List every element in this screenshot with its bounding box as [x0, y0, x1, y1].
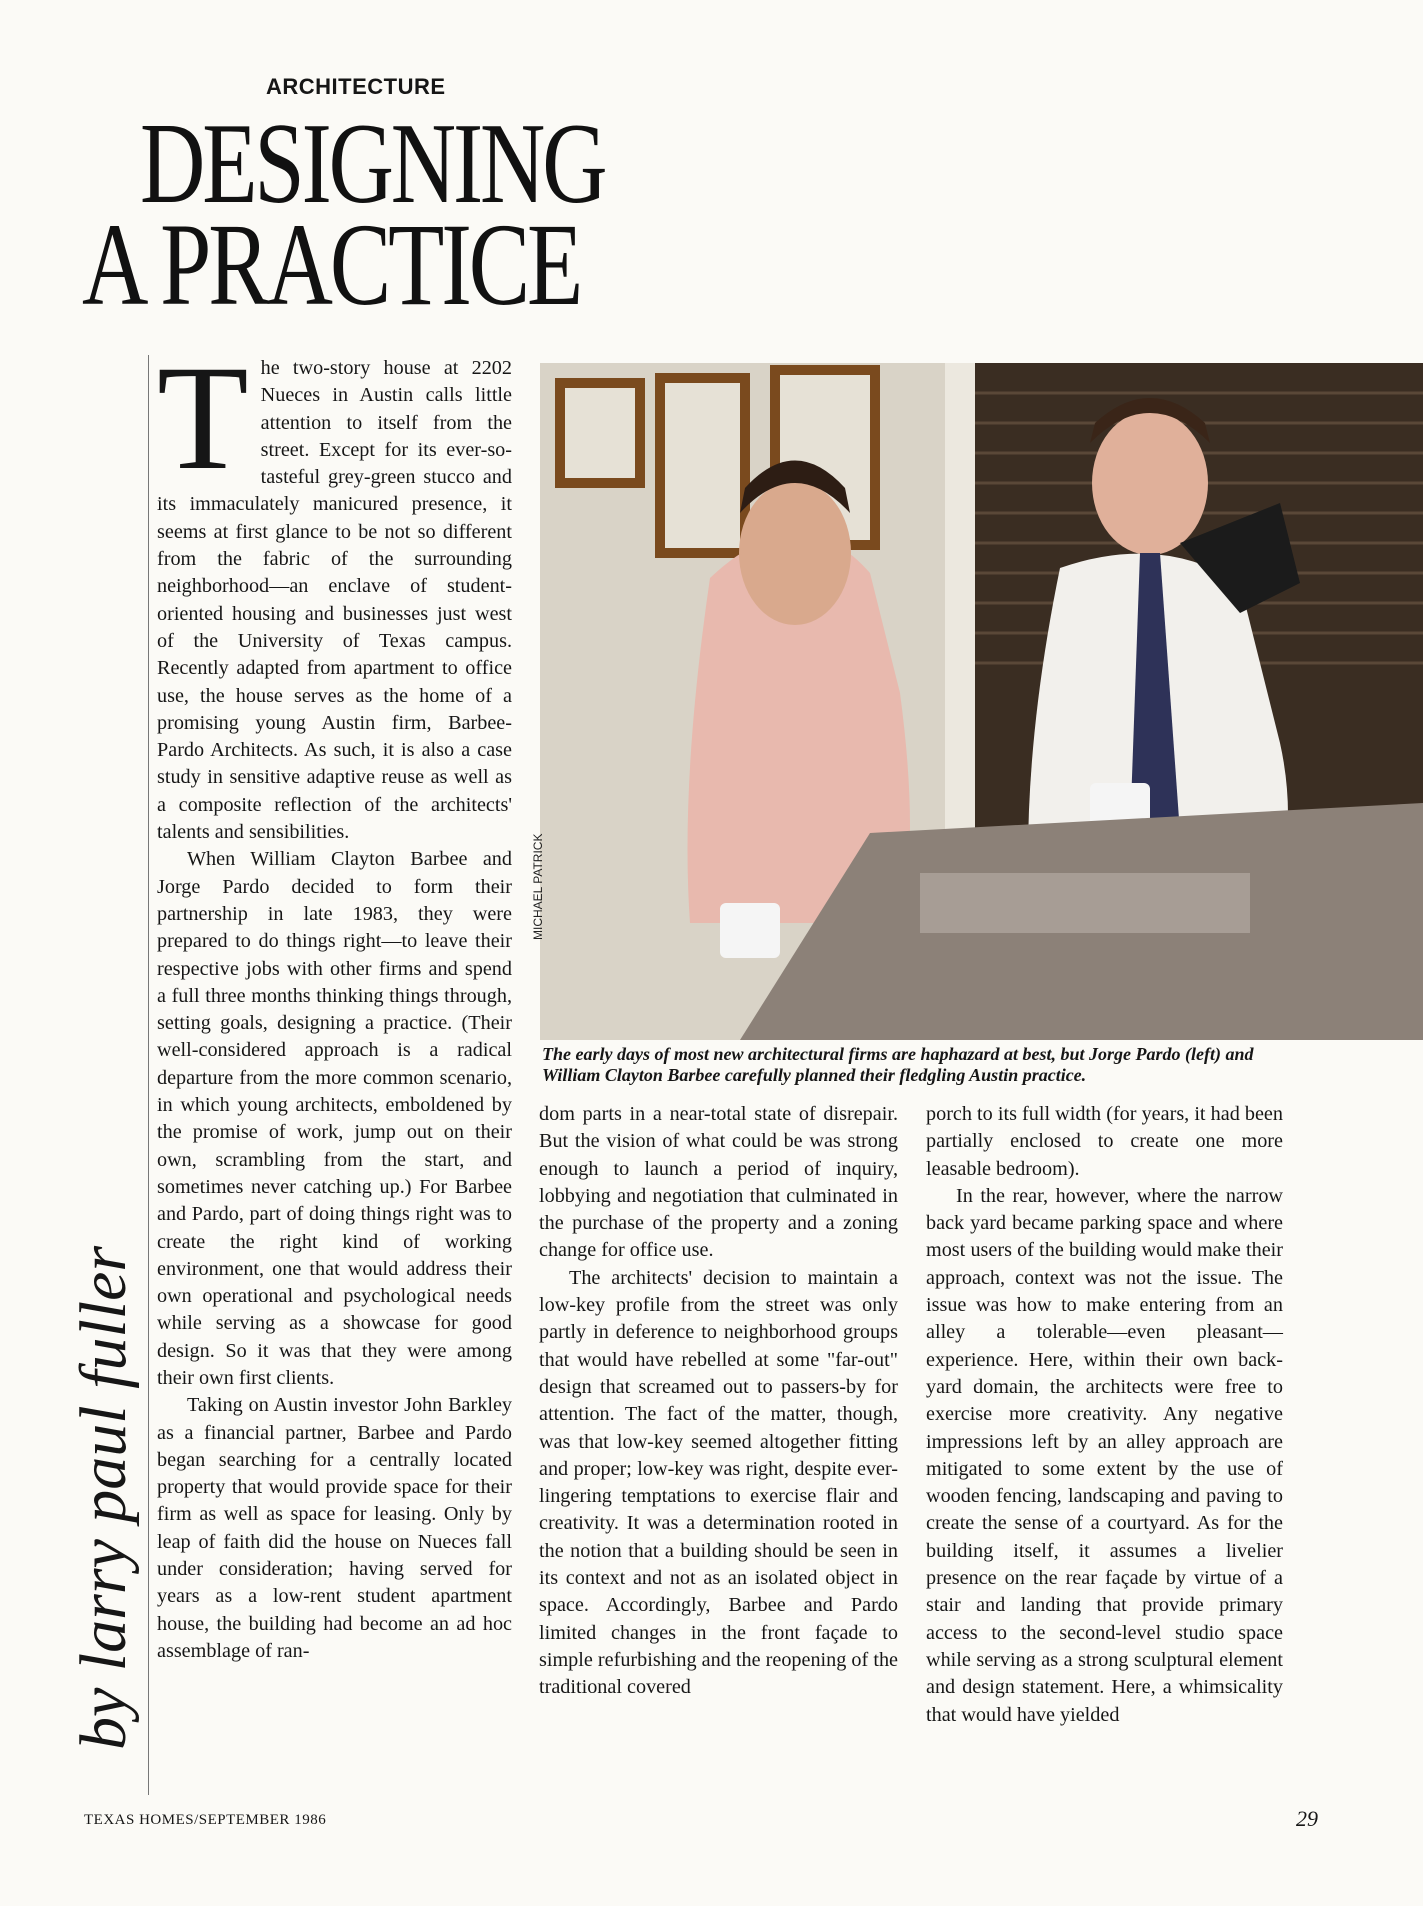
paragraph: The two-story house at 2202 Nueces in Austin calls little attention to itself from the street. Except for its ever-so-tasteful grey-green stucco and its immaculately manicured presence, it seems at first glance to be not so different from the fabric of the surrounding neighborhood—an enclave of student-oriented housing and businesses just west of the University of Texas campus. Recently adapted from apartment to office use, the house serves as the home of a promising young Austin firm, Barbee-Pardo Architects. As such, it is also a case study in sensitive adaptive reuse as well as a composite reflection of the architects' talents and sensibilities.: [157, 335, 512, 844]
article-title-line-1: DESIGNING: [140, 100, 605, 228]
article-title-line-2: A PRACTICE: [82, 199, 581, 330]
photo-illustration: [540, 363, 1423, 1040]
article-column-3: [926, 1101, 1283, 1729]
byline: by larry paul fuller: [67, 1245, 140, 1750]
photo-caption: The early days of most new architectural firms are haphazard at best, but Jorge Pardo (left) and William Clayton Barbee carefully planned their fledgling Austin practice.: [542, 1044, 1254, 1085]
paragraph: The architects' decision to maintain a low-key profile from the street was only partly in deference to neighborhood groups that would have rebelled at some "far-out" design that screamed out to passers-by for attention. The fact of the matter, though, was that low-key seemed altogether fitting and proper; low-key was right, despite ever-lingering temptations to exercise flair and creativity. It was a determination rooted in the notion that a building should be seen in its context and not as an isolated object in space. Accordingly, Barbee and Pardo limited changes in the front façade to simple refurbishing and the reopening of the traditional covered: [539, 1266, 898, 1699]
article-column-2: [539, 1101, 898, 1702]
page-number: 29: [1296, 1806, 1318, 1831]
photo-credit: MICHAEL PATRICK: [531, 833, 545, 940]
paragraph: porch to its full width (for years, it had been partially enclosed to create one more leasable bedroom).: [926, 1103, 1283, 1180]
drop-cap: T: [157, 335, 249, 501]
article-photo: [540, 363, 1423, 1040]
byline-container: [64, 1130, 148, 1750]
byline-rule: [148, 355, 149, 1795]
paragraph: When William Clayton Barbee and Jorge Pardo decided to form their partnership in late 1983, they were prepared to do things right—to leave their respective jobs with other firms and spend a full three months thinking things through, setting goals, designing a practice. (Their well-considered approach is a radical departure from the more common scenario, in which young architects, emboldened by the promise of work, jump out on their own, scrambling from the start, and sometimes never catching up.) For Barbee and Pardo, part of doing things right was to create the right kind of working environment, one that would address their own operational and psychological needs while serving as a showcase for good design. So it was that they were among their own first clients.: [157, 848, 512, 1389]
paragraph: dom parts in a near-total state of disrepair. But the vision of what could be was strong enough to launch a period of inquiry, lobbying and negotiation that culminated in the purchase of the property and a zoning change for office use.: [539, 1103, 898, 1262]
paragraph: Taking on Austin investor John Barkley as a financial partner, Barbee and Pardo began searching for a centrally located property that would provide space for their firm as well as space for leasing. Only by leap of faith did the house on Nueces fall under consideration; having served for years as a low-rent student apartment house, the building had become an ad hoc assemblage of ran-: [157, 1394, 512, 1662]
section-label: ARCHITECTURE: [266, 74, 446, 99]
article-column-1: [157, 335, 512, 1665]
footer-publication: TEXAS HOMES/SEPTEMBER 1986: [84, 1812, 327, 1828]
paragraph: In the rear, however, where the narrow back yard became parking space and where most users of the building would make their approach, context was not the issue. The issue was how to make entering from an alley a tolerable—even pleasant—experience. Here, within their own back-yard domain, the architects were free to exercise more creativity. Any negative impressions left by an alley approach are mitigated to some extent by the use of wooden fencing, landscaping and paving to create the sense of a courtyard. As for the building itself, it assumes a livelier presence on the rear façade by virtue of a stair and landing that provide primary access to the second-level studio space while serving as a strong sculptural element and design statement. Here, a whimsicality that would have yielded: [926, 1184, 1283, 1726]
